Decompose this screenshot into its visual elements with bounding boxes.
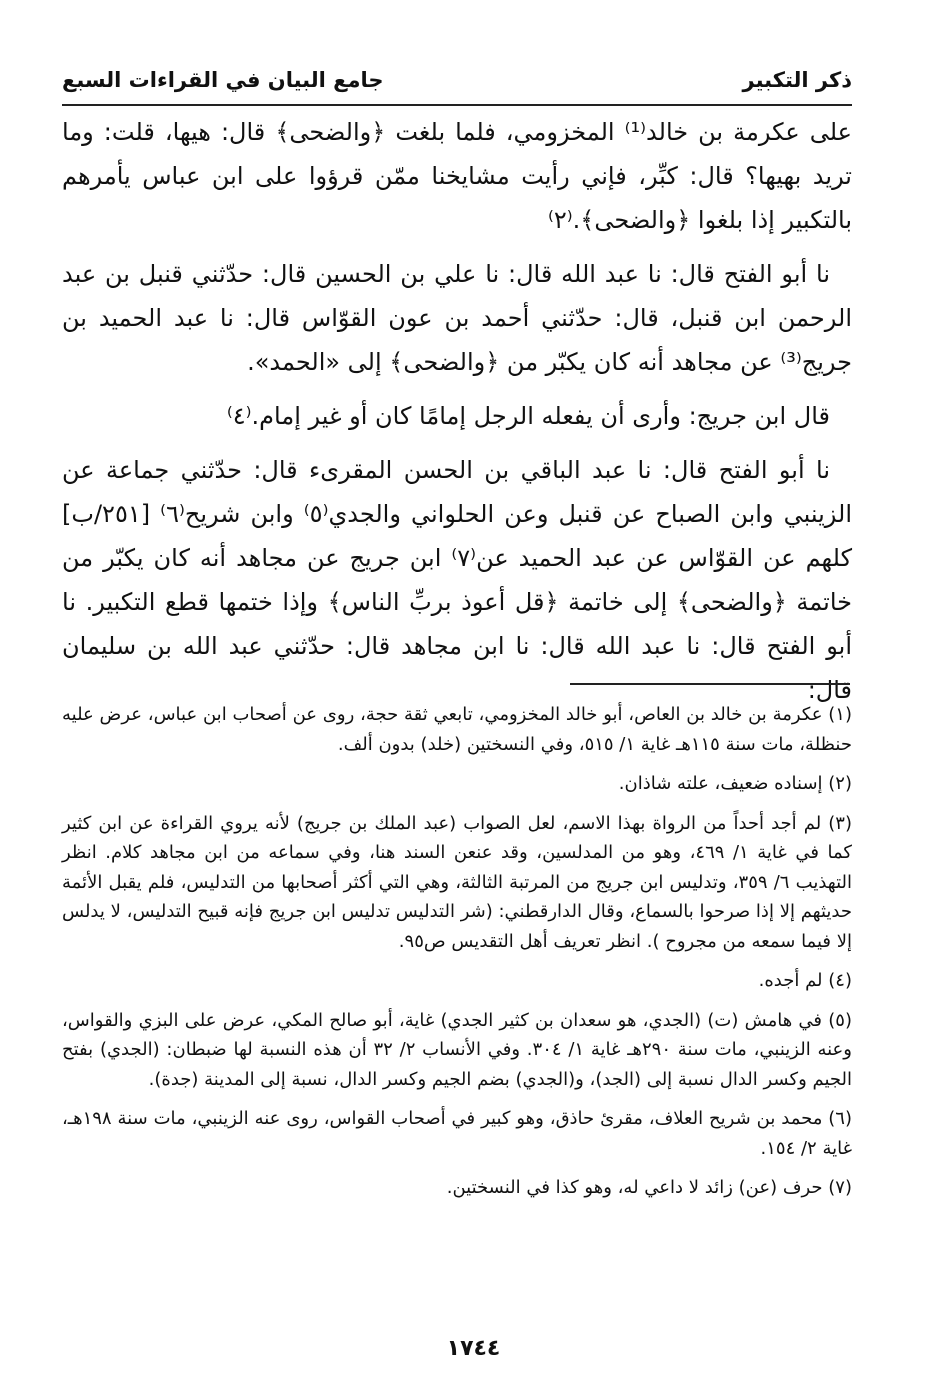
footnote-3: (٣) لم أجد أحداً من الرواة بهذا الاسم، لعل الصواب (عبد الملك بن جريج) لأنه يروي القراءة عن ابن كثير كما في غاية ١/ ٤٦٩، وهو من المدلسين، وقد عنعن السند هنا، وفي سماعه من ابن مجاهد كلام. انظر التهذيب ٦/ ٣٥٩، وتدليس ابن جريج من المرتبة الثالثة، وهي التي أكثر أصحابها من التدليس، فلم يقبل الأئمة حديثهم إلا إذا صرحوا بالسماع، وقال الدارقطني: (شر التدليس تدليس ابن جريج فإنه قبيح التدليس، لا يدلس إلا فيما سمعه من مجروح ). انظر تعريف أهل التقديس ص٩٥.: [62, 812, 852, 952]
paragraph-3: قال ابن جريج: وأرى أن يفعله الرجل إمامًا كان أو غير إمام.⁽٤⁾: [226, 402, 830, 430]
footnote-2: (٢) إسناده ضعيف، علته شاذان.: [618, 773, 852, 794]
running-header: [62, 64, 852, 106]
footnote-7: (٧) حرف (عن) زائد لا داعي له، وهو كذا في النسختين.: [446, 1177, 852, 1198]
footnote-1: (١) عكرمة بن خالد بن العاص، أبو خالد المخزومي، تابعي ثقة حجة، روى عن أصحاب ابن عباس، عرض عليه حنظلة، مات سنة ١١٥هـ غاية ١/ ٥١٥، وفي النسختين (خلد) بدون ألف.: [62, 704, 852, 755]
paragraph-4: نا أبو الفتح قال: نا عبد الباقي بن الحسن المقرىء قال: حدّثني جماعة عن الزينبي وابن الصباح عن قنبل وعن الحلواني والجدي⁽٥⁾ وابن شريح⁽٦⁾ [٢٥١/ب] كلهم عن القوّاس عن عبد الحميد عن⁽٧⁾ ابن جريج عن مجاهد أنه كان يكبّر من خاتمة ﴿والضحى﴾ إلى خاتمة ﴿قل أعوذ بربِّ الناس﴾ وإذا ختمها قطع التكبير. نا أبو الفتح قال: نا عبد الله قال: نا ابن مجاهد قال: حدّثني عبد الله بن سليمان قال:: [62, 456, 853, 704]
main-text: [62, 110, 852, 722]
paragraph-1: على عكرمة بن خالد⁽¹⁾ المخزومي، فلما بلغت ﴿والضحى﴾ قال: هيها، قلت: وما تريد بهيها؟ قال: كبِّر، فإني رأيت مشايخنا ممّن قرؤوا على ابن عباس يأمرهم بالتكبير إذا بلغوا ﴿والضحى﴾.⁽٢⁾: [62, 118, 852, 234]
footnote-5: (٥) في هامش (ت) (الجدي، هو سعدان بن كثير الجدي) غاية، أبو صالح المكي، عرض على البزي والقواس، وعنه الزينبي، مات سنة ٢٩٠هـ غاية ١/ ٣٠٤. وفي الأنساب ٢/ ٣٢ أن هذه النسبة لها ضبطان: (الجدي) بفتح الجيم وكسر الدال نسبة إلى (الجد)، و(الجدي) بضم الجيم وكسر الدال، نسبة إلى المدينة (جدة).: [62, 1009, 852, 1090]
page-number: ١٧٤٤: [446, 1336, 501, 1361]
footnotes: [62, 700, 852, 1213]
footnote-4: (٤) لم أجده.: [758, 970, 852, 991]
book-title: جامع البيان في القراءات السبع: [62, 68, 384, 92]
footnote-6: (٦) محمد بن شريح العلاف، مقرئ حاذق، وهو كبير في أصحاب القواس، روى عنه الزينبي، مات سنة ١٩٨هـ، غاية ٢/ ١٥٤.: [62, 1108, 852, 1159]
footnote-separator: [570, 683, 850, 685]
paragraph-2: نا أبو الفتح قال: نا عبد الله قال: نا علي بن الحسين قال: حدّثني قنبل بن عبد الرحمن ابن قنبل، قال: حدّثني أحمد بن عون القوّاس قال: نا عبد الحميد بن جريج⁽³⁾ عن مجاهد أنه كان يكبّر من ﴿والضحى﴾ إلى «الحمد».: [62, 260, 852, 376]
section-title: ذكر التكبير: [742, 68, 852, 92]
